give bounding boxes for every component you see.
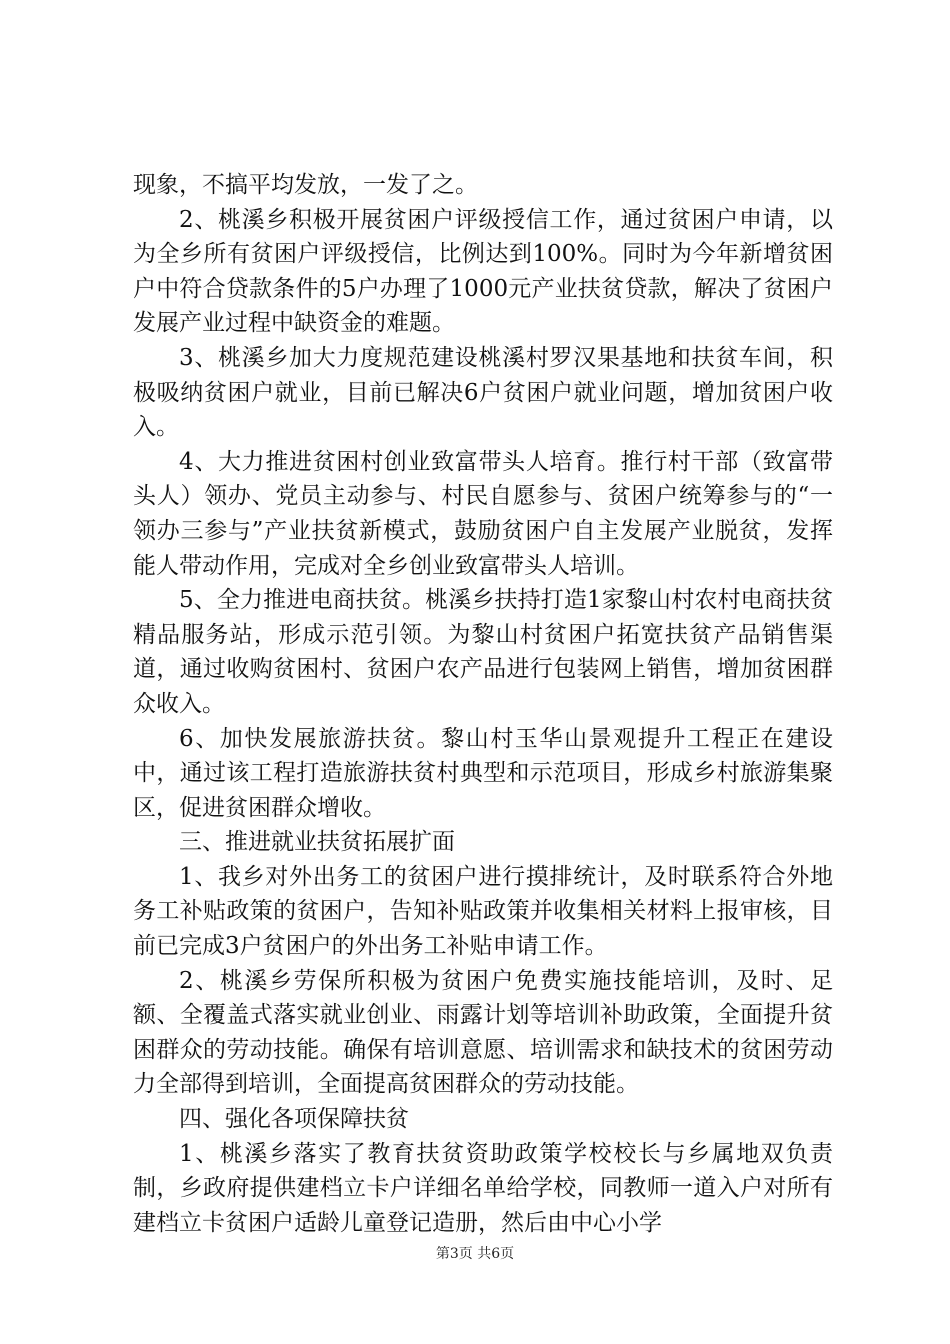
section-heading-3: 三、推进就业扶贫拓展扩面 — [179, 829, 455, 856]
paragraph-section3-item-1: 1、我乡对外出务工的贫困户进行摸排统计，及时联系符合外地务工补贴政策的贫困户，告知补贴政策并收集相关材料上报审核，目前已完成3户贫困户的外出务工补贴申请工作。 — [133, 863, 833, 960]
document-body — [133, 168, 833, 1240]
paragraph-item-4: 4、大力推进贫困村创业致富带头人培育。推行村干部（致富带头人）领办、党员主动参与、村民自愿参与、贫困户统筹参与的“一领办三参与”产业扶贫新模式，鼓励贫困户自主发展产业脱贫，发挥能人带动作用，完成对全乡创业致富带头人培训。 — [133, 448, 833, 579]
paragraph-item-6: 6、加快发展旅游扶贫。黎山村玉华山景观提升工程正在建设中，通过该工程打造旅游扶贫村典型和示范项目，形成乡村旅游集聚区，促进贫困群众增收。 — [133, 725, 833, 821]
paragraph-continuation: 现象，不搞平均发放，一发了之。 — [133, 172, 478, 198]
section-heading-4: 四、强化各项保障扶贫 — [179, 1106, 409, 1133]
paragraph-section3-item-2: 2、桃溪乡劳保所积极为贫困户免费实施技能培训，及时、足额、全覆盖式落实就业创业、雨露计划等培训补助政策，全面提升贫困群众的劳动技能。确保有培训意愿、培训需求和缺技术的贫困劳动力全部得到培训，全面提高贫困群众的劳动技能。 — [133, 967, 833, 1098]
paragraph-item-3: 3、桃溪乡加大力度规范建设桃溪村罗汉果基地和扶贫车间，积极吸纳贫困户就业，目前已解决6户贫困户就业问题，增加贫困户收入。 — [133, 344, 833, 441]
paragraph-section4-item-1: 1、桃溪乡落实了教育扶贫资助政策学校校长与乡属地双负责制，乡政府提供建档立卡户详细名单给学校，同教师一道入户对所有建档立卡贫困户适龄儿童登记造册，然后由中心小学 — [133, 1140, 833, 1236]
paragraph-item-2: 2、桃溪乡积极开展贫困户评级授信工作，通过贫困户申请，以为全乡所有贫困户评级授信，比例达到100%。同时为今年新增贫困户中符合贷款条件的5户办理了1000元产业扶贫贷款，解决了贫困户发展产业过程中缺资金的难题。 — [133, 206, 833, 337]
page-footer: 第3页 共6页 — [435, 1246, 515, 1262]
paragraph-item-5: 5、全力推进电商扶贫。桃溪乡扶持打造1家黎山村农村电商扶贫精品服务站，形成示范引领。为黎山村贫困户拓宽扶贫产品销售渠道，通过收购贫困村、贫困户农产品进行包装网上销售，增加贫困群众收入。 — [133, 587, 833, 717]
